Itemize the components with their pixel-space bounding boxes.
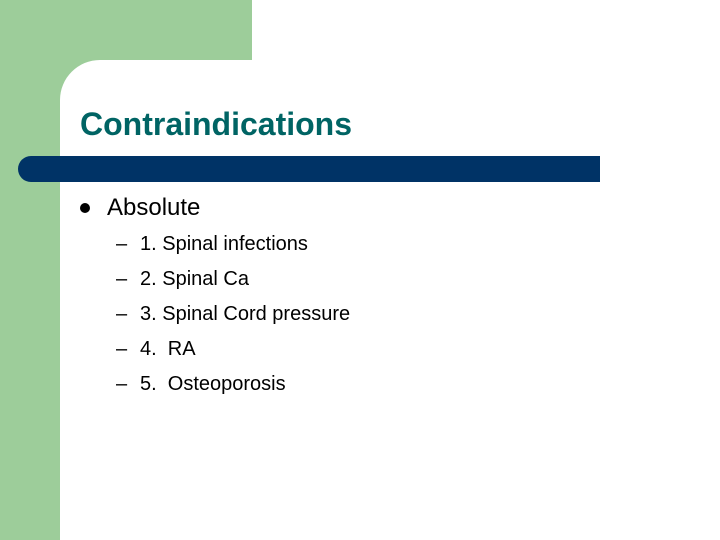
dash-icon: – [116, 373, 128, 395]
list-item [116, 262, 350, 297]
bullet-item-absolute [80, 192, 200, 224]
list-item [116, 367, 350, 402]
dash-icon: – [116, 303, 128, 325]
dash-icon: – [116, 338, 128, 360]
list-item [116, 227, 350, 262]
dash-icon: – [116, 268, 128, 290]
sub-bullet-list [116, 227, 350, 402]
slide-title: Contraindications [80, 106, 353, 142]
bullet-dot-icon [80, 203, 90, 213]
decorative-green-sidebar [0, 0, 60, 540]
list-item [116, 332, 350, 367]
list-item-text: 1. Spinal infections [140, 233, 308, 255]
list-item [116, 297, 350, 332]
list-item-text: 5. Osteoporosis [140, 373, 286, 395]
list-item-text: 3. Spinal Cord pressure [140, 303, 351, 325]
list-item-text: 4. RA [140, 338, 196, 360]
title-underline-bar [18, 156, 600, 182]
bullet-label: Absolute [107, 194, 201, 221]
dash-icon: – [116, 233, 128, 255]
list-item-text: 2. Spinal Ca [140, 268, 249, 290]
